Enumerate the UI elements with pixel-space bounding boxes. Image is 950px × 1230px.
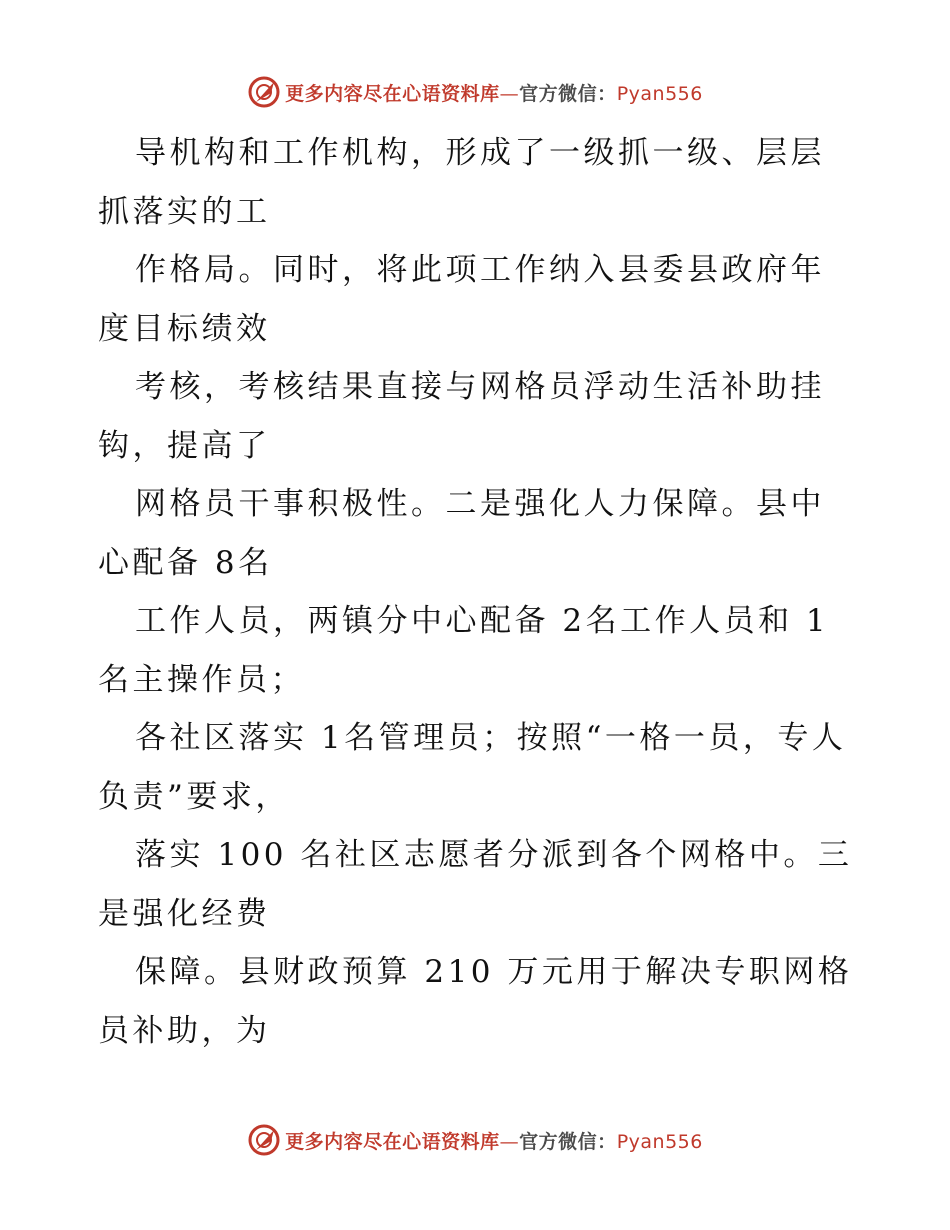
document-body: [98, 124, 858, 1060]
paragraph: 落实 100 名社区志愿者分派到各个网格中。三是强化经费: [98, 837, 853, 932]
paragraph: 各社区落实 1名管理员；按照“一格一员，专人负责”要求，: [98, 720, 847, 815]
paragraph: 保障。县财政预算 210 万元用于解决专职网格员补助，为: [98, 954, 853, 1049]
paragraph: 工作人员，两镇分中心配备 2名工作人员和 1名主操作员；: [98, 603, 830, 698]
banner-official-label: 官方微信：: [519, 82, 617, 105]
banner-separator: —: [499, 82, 520, 105]
banner-official-label: 官方微信：: [519, 1130, 617, 1153]
banner-separator: —: [499, 1130, 520, 1153]
logo-icon: [247, 1123, 281, 1157]
logo-icon: [247, 75, 281, 109]
paragraph: 网格员干事积极性。二是强化人力保障。县中心配备 8名: [98, 486, 825, 581]
page-footer: [0, 1120, 950, 1160]
page-header: [0, 72, 950, 112]
banner-account: Pyan556: [616, 82, 703, 105]
paragraph: 导机构和工作机构，形成了一级抓一级、层层抓落实的工: [98, 135, 825, 230]
paragraph: 考核，考核结果直接与网格员浮动生活补助挂钩，提高了: [98, 369, 825, 464]
banner-account: Pyan556: [616, 1130, 703, 1153]
header-banner: [285, 79, 703, 106]
footer-banner: [285, 1127, 703, 1154]
paragraph: 作格局。同时，将此项工作纳入县委县政府年度目标绩效: [98, 252, 825, 347]
banner-site-text: 更多内容尽在心语资料库: [285, 1130, 500, 1153]
banner-site-text: 更多内容尽在心语资料库: [285, 82, 500, 105]
